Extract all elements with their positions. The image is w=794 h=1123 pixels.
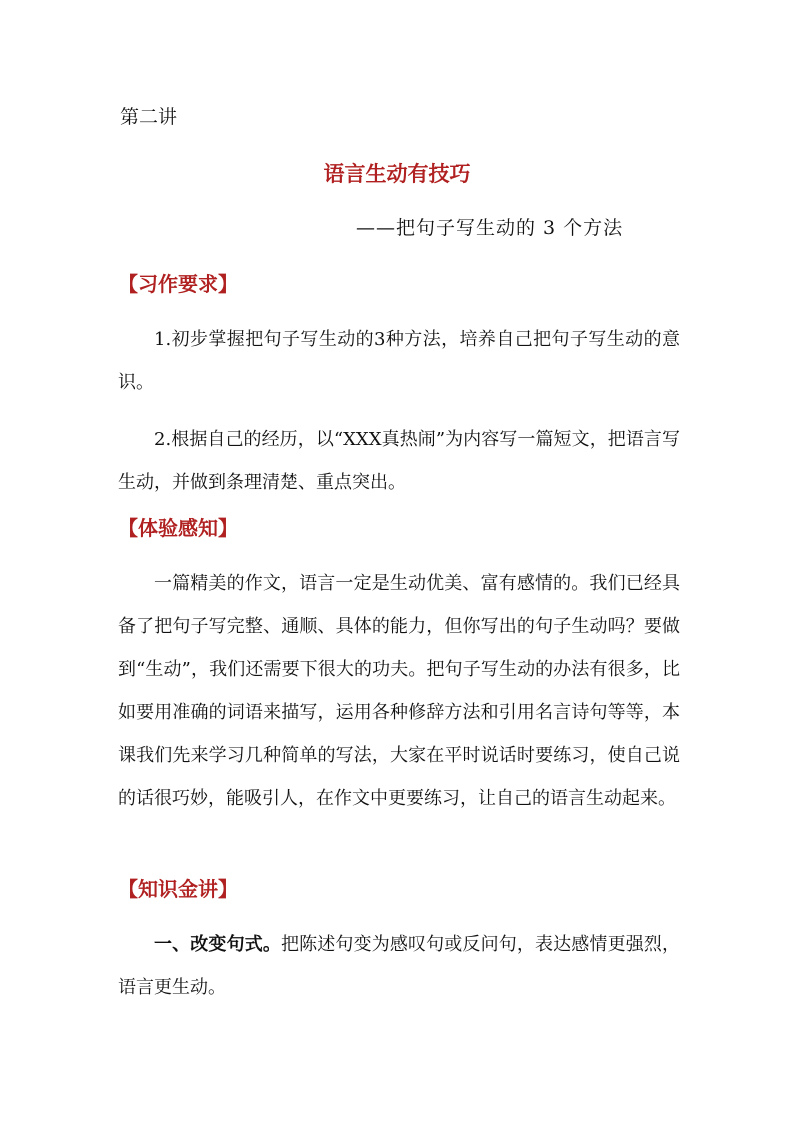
experience-paragraph: 一篇精美的作文，语言一定是生动优美、富有感情的。我们已经具备了把句子写完整、通顺、具体的能力，但你写出的句子生动吗？要做到“生动”，我们还需要下很大的功夫。把句子写生动的办法有很多，比如要用准确的词语来描写，运用各种修辞方法和引用名言诗句等等，本课我们先来学习几种简单的写法，大家在平时说话时要练习，使自己说的话很巧妙，能吸引人，在作文中更要练习，让自己的语言生动起来。 bbox=[118, 573, 680, 809]
knowledge-point-text: 把陈述句变为感叹句或反问句，表达感情更强烈，语言更生动。 bbox=[118, 934, 680, 998]
page-title: 语言生动有技巧 bbox=[323, 161, 471, 186]
section-heading-knowledge: 【知识金讲】 bbox=[118, 877, 238, 901]
requirement-item-2: 2.根据自己的经历，以“XXX真热闹”为内容写一篇短文，把语言写生动，并做到条理清楚、重点突出。 bbox=[118, 429, 680, 493]
requirement-item-1: 1.初步掌握把句子写生动的3种方法，培养自己把句子写生动的意识。 bbox=[118, 329, 680, 393]
knowledge-point-title: 一、改变句式。 bbox=[154, 934, 281, 955]
page-subtitle: ——把句子写生动的 3 个方法 bbox=[356, 217, 624, 239]
section-heading-requirements: 【习作要求】 bbox=[118, 272, 238, 296]
knowledge-paragraph bbox=[118, 923, 680, 1009]
section-heading-experience: 【体验感知】 bbox=[118, 516, 238, 540]
lecture-number: 第二讲 bbox=[120, 106, 178, 128]
